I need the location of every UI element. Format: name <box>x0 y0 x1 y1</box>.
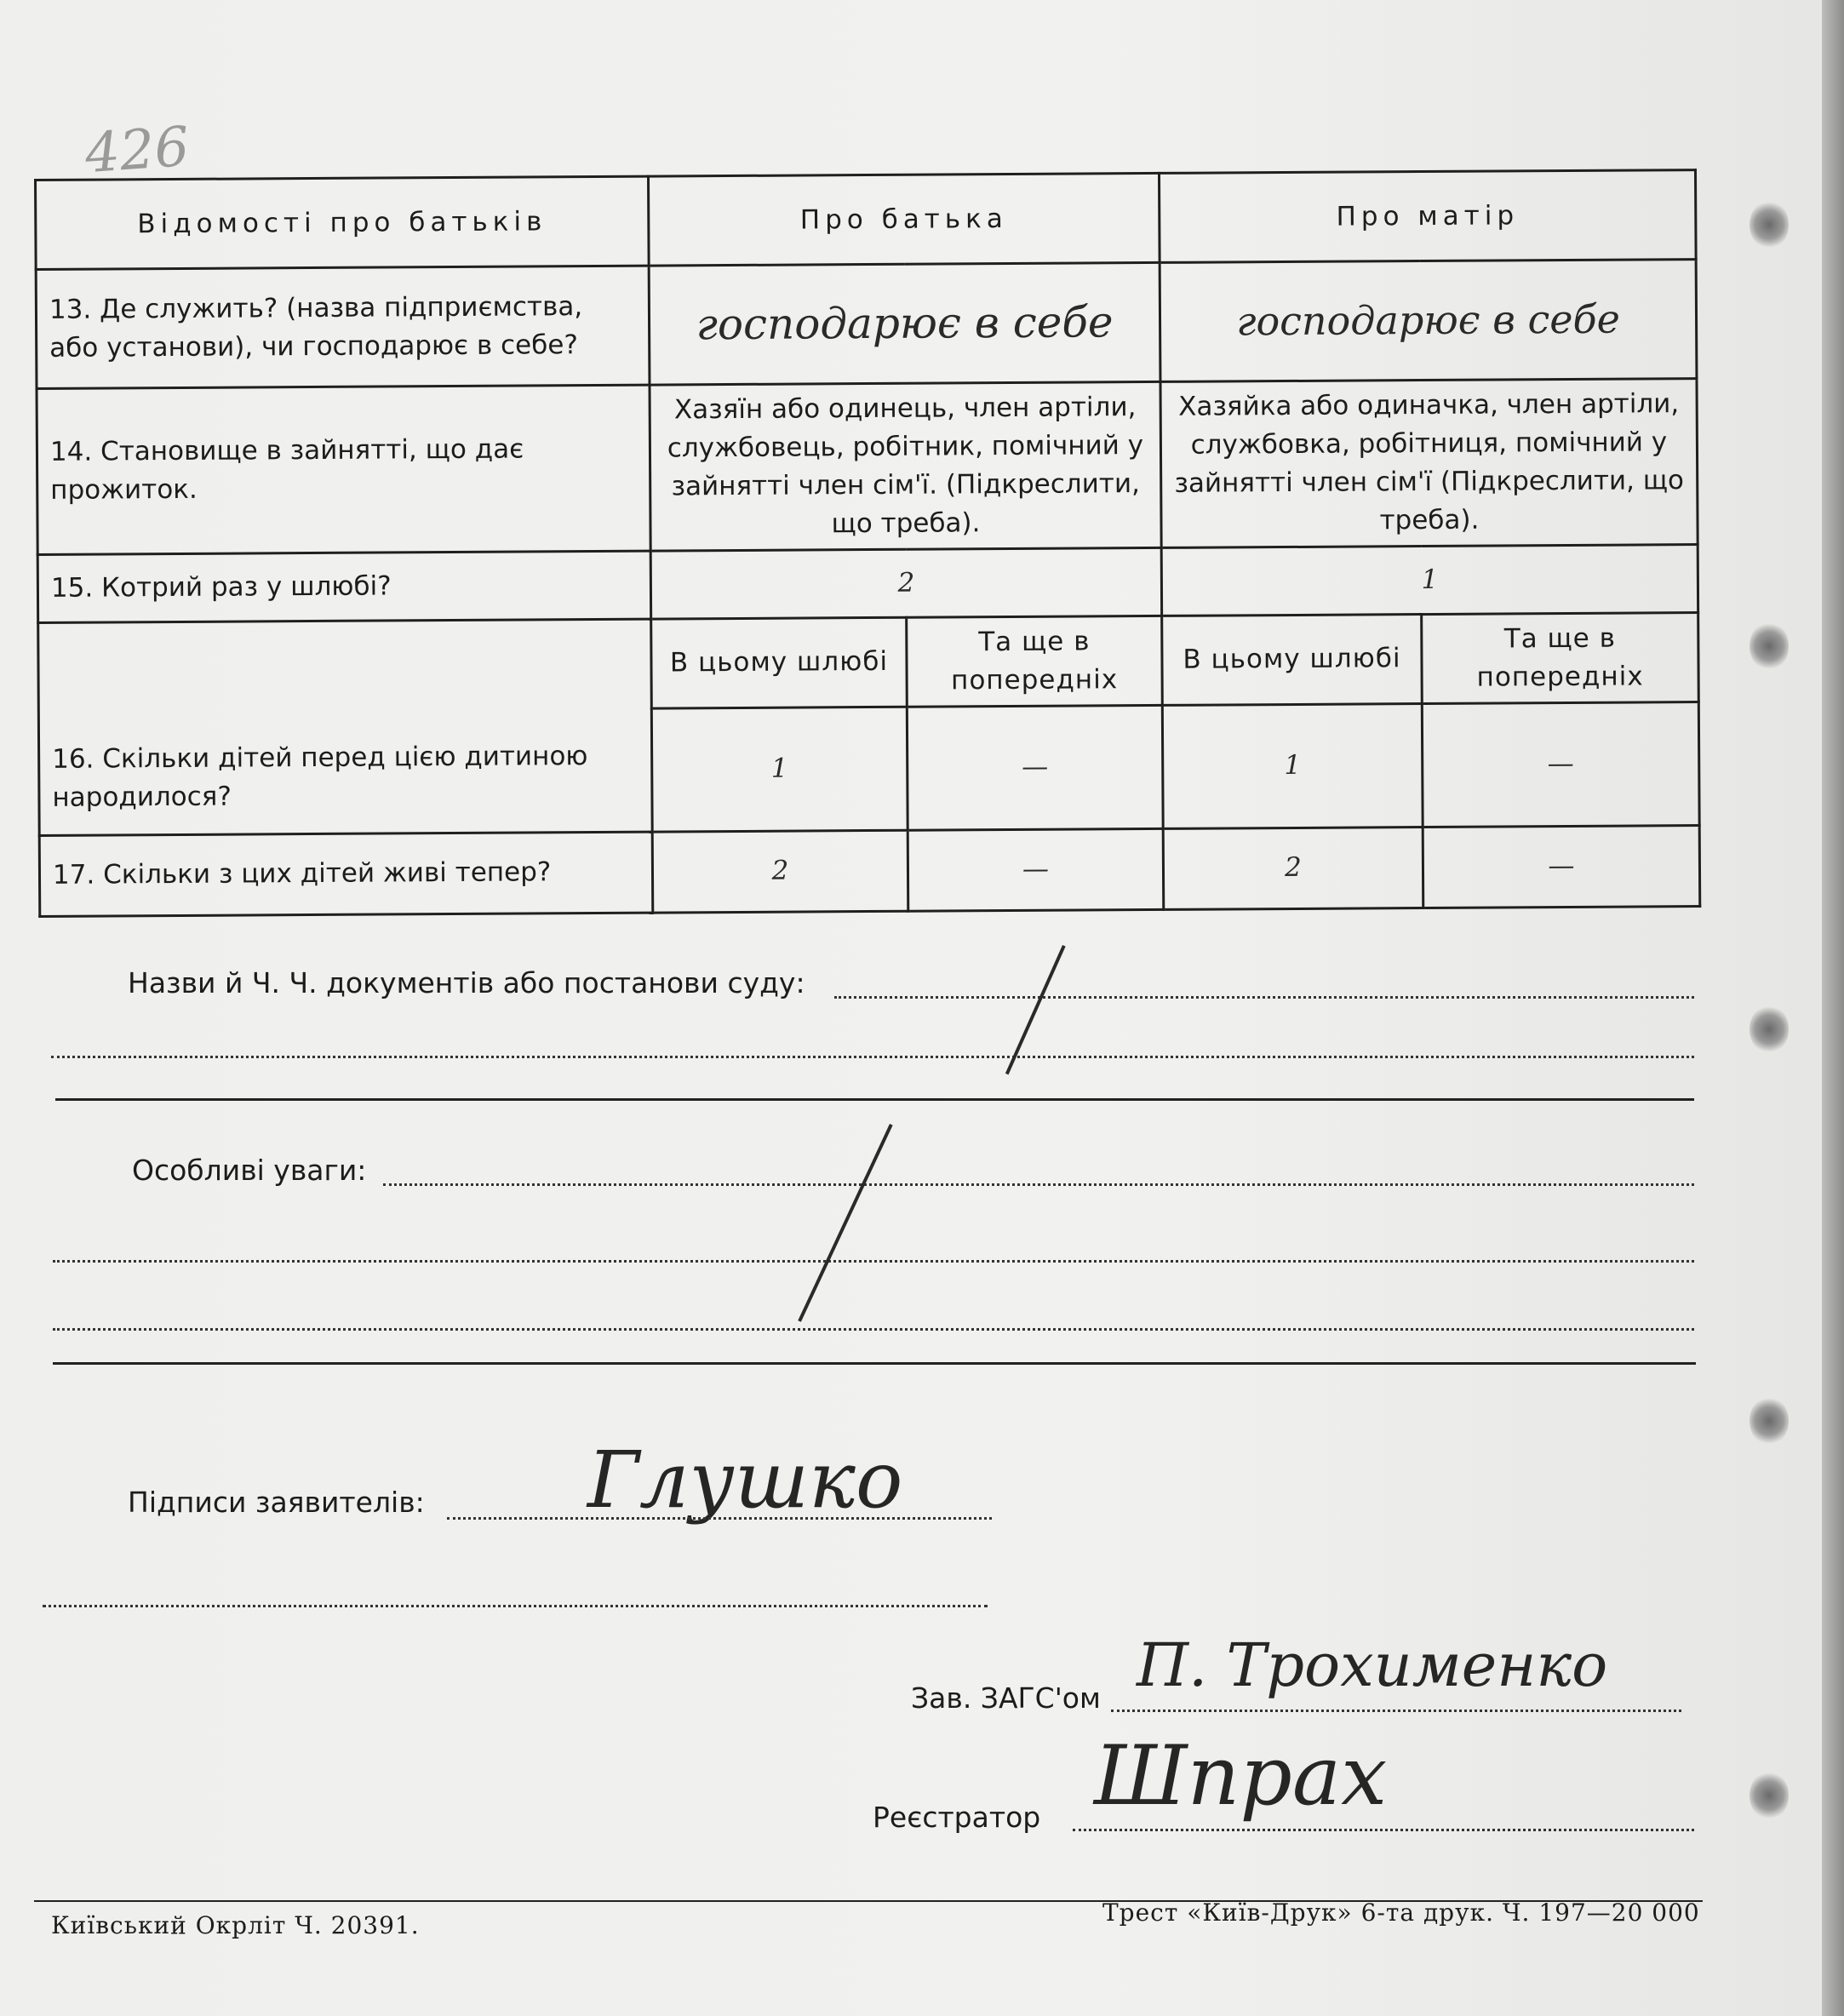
registrar-label: Реєстратор <box>873 1801 1041 1834</box>
q16-label: 16. Скільки дітей перед цією дитиною народилося? <box>38 619 653 835</box>
applicants-dotted-line-1 <box>447 1517 992 1520</box>
applicant-signature: Глушко <box>587 1435 903 1526</box>
q17-father-prev: — <box>908 828 1164 911</box>
remarks-dash-mark <box>798 1124 892 1322</box>
q13-father-answer: господарює в себе <box>649 262 1160 385</box>
subheader-father-this-marriage: В цьому шлюбі <box>651 617 908 708</box>
remarks-label: Особливі уваги: <box>132 1154 367 1187</box>
zags-head-dotted-line <box>1111 1710 1681 1712</box>
row-q14 <box>37 379 1698 555</box>
header-about-mother: Про матір <box>1160 170 1697 263</box>
binding-hole <box>1750 1771 1789 1820</box>
row-q15 <box>37 544 1698 622</box>
q16-mother-this: 1 <box>1162 703 1423 828</box>
registrar-signature: Шпрах <box>1094 1728 1388 1824</box>
footer-printer-left: Київський Окрліт Ч. 20391. <box>51 1911 420 1939</box>
q15-mother-value: 1 <box>1161 544 1698 616</box>
table-header-row <box>36 170 1697 270</box>
binding-hole <box>1750 621 1789 671</box>
documents-dotted-line-1 <box>834 996 1694 999</box>
header-parents-info: Відомості про батьків <box>36 176 650 269</box>
q16-father-this: 1 <box>651 707 908 832</box>
subheader-father-previous: Та ще в попередніх <box>907 616 1163 707</box>
binding-spine <box>1822 0 1844 2016</box>
registrar-dotted-line <box>1073 1829 1694 1831</box>
q14-mother-options: Хазяйка або одиначка, член артіли, службовка, робітниця, помічний у зайнятті член сім'ї (Підкреслити, що треба). <box>1160 379 1698 548</box>
q17-mother-prev: — <box>1423 825 1700 908</box>
q14-label: 14. Становище в зайнятті, що дає прожиток. <box>37 385 650 554</box>
remarks-dotted-line-1 <box>383 1183 1694 1186</box>
applicants-dotted-line-2 <box>43 1605 988 1607</box>
binding-hole <box>1750 1396 1789 1446</box>
q15-label: 15. Котрий раз у шлюбі? <box>37 551 650 622</box>
q17-father-this: 2 <box>652 830 908 913</box>
documents-dotted-line-2 <box>51 1056 1694 1058</box>
binding-hole <box>1750 1005 1789 1054</box>
applicants-signature-label: Підписи заявителів: <box>128 1486 425 1519</box>
zags-head-signature: П. Трохименко <box>1137 1630 1608 1700</box>
documents-separator <box>55 1098 1694 1101</box>
remarks-dotted-line-2 <box>53 1260 1694 1263</box>
header-about-father: Про батька <box>648 173 1160 266</box>
page-number: 426 <box>83 115 192 186</box>
subheader-mother-previous: Та ще в попередніх <box>1422 612 1699 703</box>
zags-head-label: Зав. ЗАГС'ом <box>911 1681 1101 1715</box>
remarks-dotted-line-3 <box>53 1328 1694 1331</box>
parents-info-table <box>34 169 1701 918</box>
footer-printer-right: Трест «Київ-Друк» 6-та друк. Ч. 197—20 000 <box>1102 1899 1700 1927</box>
row-q17 <box>39 825 1700 916</box>
remarks-separator <box>53 1362 1696 1365</box>
q13-mother-answer: господарює в себе <box>1160 260 1697 382</box>
subheader-mother-this-marriage: В цьому шлюбі <box>1162 614 1423 705</box>
q13-label: 13. Де служить? (назва підприємства, або установи), чи господарює в себе? <box>36 266 650 388</box>
documents-label: Назви й Ч. Ч. документів або постанови суду: <box>128 966 805 999</box>
row-subheaders <box>38 612 1699 712</box>
binding-hole <box>1750 200 1789 249</box>
q17-mother-this: 2 <box>1163 827 1423 909</box>
q14-father-options: Хазяїн або одинець, член артіли, службовець, робітник, помічний у зайнятті член сім'ї. (Підкреслити, що треба). <box>650 381 1161 550</box>
q16-father-prev: — <box>907 705 1163 830</box>
q17-label: 17. Скільки з цих дітей живі тепер? <box>39 832 653 916</box>
row-q13 <box>36 260 1697 389</box>
q15-father-value: 2 <box>650 547 1161 619</box>
q16-mother-prev: — <box>1422 702 1699 827</box>
